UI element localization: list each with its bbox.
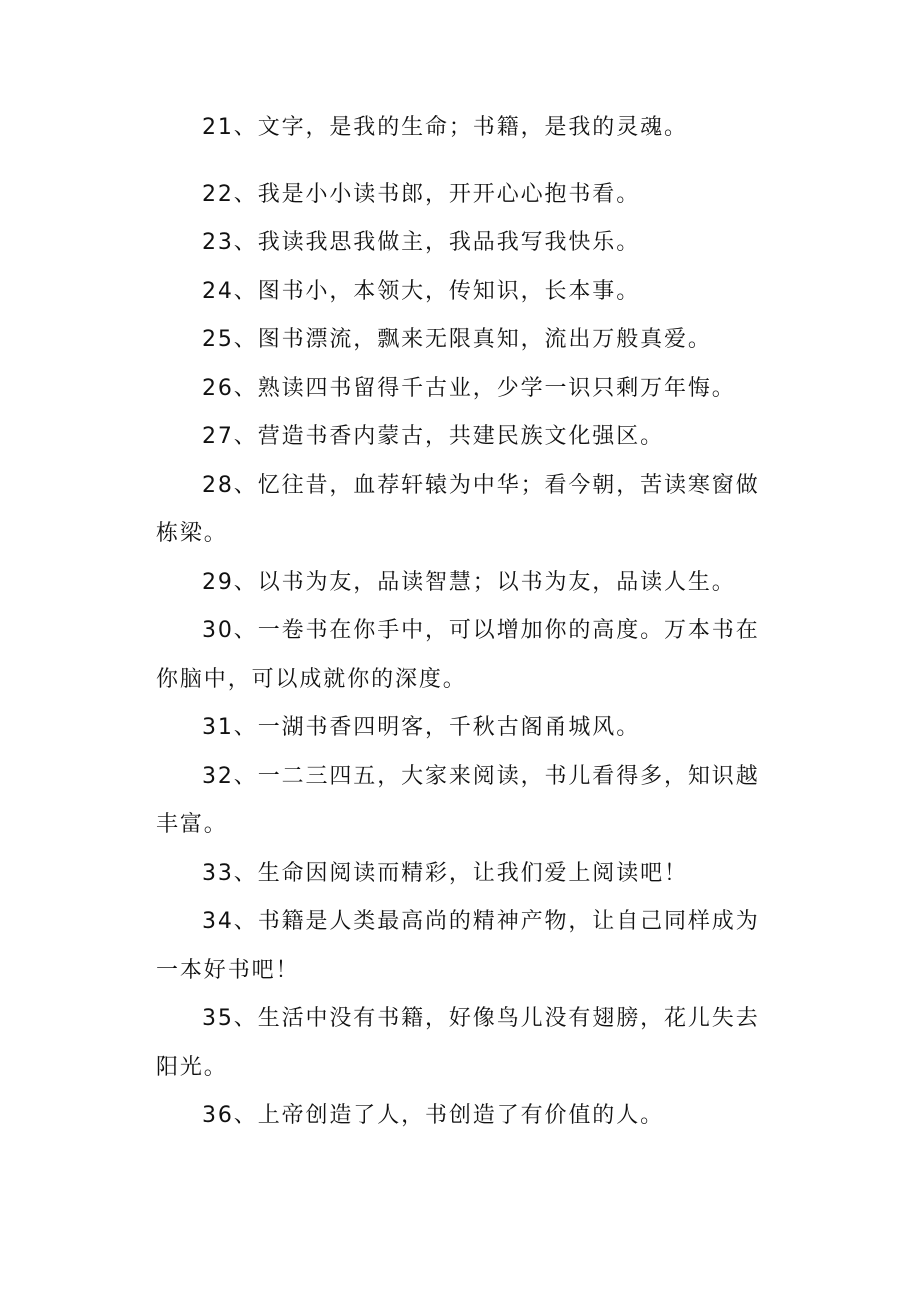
paragraph-27: 27、营造书香内蒙古，共建民族文化强区。 [202,424,664,449]
paragraph-21: 21、文字，是我的生命；书籍，是我的灵魂。 [202,115,688,140]
paragraph-34: 34、书籍是人类最高尚的精神产物，让自己同样成为一本好书吧！ [156,909,760,983]
paragraph-23: 23、我读我思我做主，我品我写我快乐。 [202,230,641,255]
paragraph-32: 32、一二三四五，大家来阅读，书儿看得多，知识越丰富。 [156,763,760,837]
document-body [156,104,768,1141]
paragraph-22: 22、我是小小读书郎，开开心心抱书看。 [202,181,641,207]
paragraph-33: 33、生命因阅读而精彩，让我们爱上阅读吧！ [202,860,688,886]
paragraph-24: 24、图书小，本领大，传知识，长本事。 [202,278,641,304]
paragraph-25: 25、图书漂流，飘来无限真知，流出万般真爱。 [202,327,712,352]
paragraph-35: 35、生活中没有书籍，好像鸟儿没有翅膀，花儿失去阳光。 [156,1006,760,1080]
paragraph-31: 31、一湖书香四明客，千秋古阁甬城风。 [202,715,641,740]
paragraph-36: 36、上帝创造了人，书创造了有价值的人。 [202,1103,664,1128]
paragraph-30: 30、一卷书在你手中，可以增加你的高度。万本书在你脑中，可以成就你的深度。 [156,618,760,692]
paragraph-29: 29、以书为友，品读智慧；以书为友，品读人生。 [202,569,736,595]
paragraph-28: 28、忆往昔，血荐轩辕为中华；看今朝，苦读寒窗做栋梁。 [156,472,760,546]
paragraph-26: 26、熟读四书留得千古业，少学一识只剩万年悔。 [202,375,736,401]
